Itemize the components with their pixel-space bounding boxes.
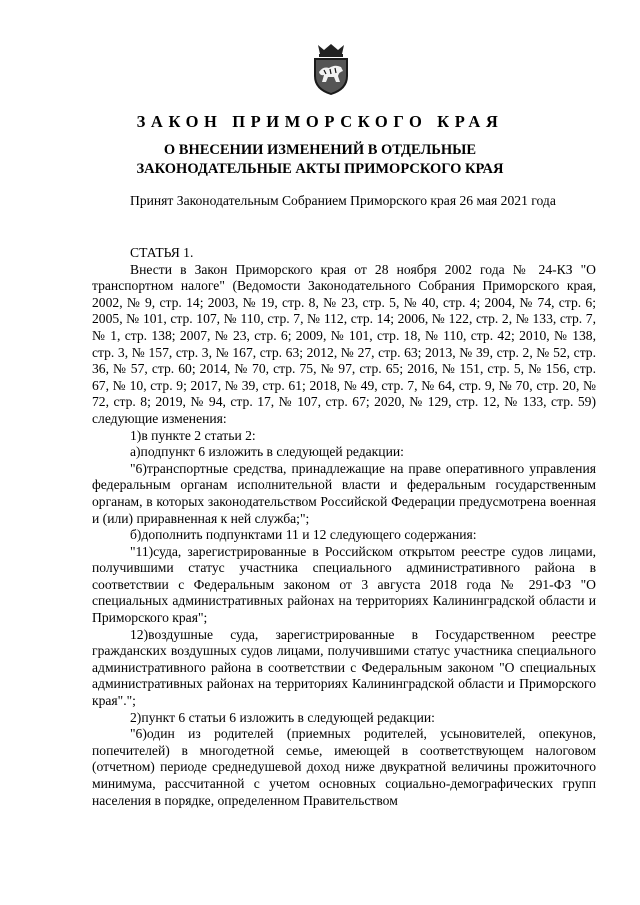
article-heading: СТАТЬЯ 1. — [130, 245, 194, 260]
article-paragraph: "6)транспортные средства, принадлежащие на праве оперативного управления федеральным органам исполнительной власти и федеральным государственным органам, в которых законодательством Российской Федерации предусмотрена военная и (или) приравненная к ней служба;"; — [92, 460, 596, 526]
article-paragraph: 1)в пункте 2 статьи 2: — [130, 427, 256, 443]
article-paragraph: а)подпункт 6 изложить в следующей редакции: — [130, 444, 404, 460]
article-paragraph: Внести в Закон Приморского края от 28 ноября 2002 года № 24-КЗ "О транспортном налоге" (Ведомости Законодательного Собрания Приморского края, 2002, № 9, стр. 14; 2003, № 19, стр. 8, № 23, стр. 5, № 40, стр. 4; 2004, № 74, стр. 6; 2005, № 101, стр. 107, № 110, стр. 7, № 112, стр. 14; 2006, № 122, стр. 2, № 133, стр. 7, № 1, стр. 138; 2007, № 23, стр. 6; 2009, № 101, стр. 18, № 110, стр. 42; 2010, № 138, стр. 3, № 157, стр. 3, № 167, стр. 63; 2012, № 27, стр. 63; 2013, № 39, стр. 2, № 52, стр. 36, № 57, стр. 60; 2014, № 70, стр. 75, № 97, стр. 65; 2016, № 151, стр. 5, № 156, стр. 67, № 10, стр. 9; 2017, № 39, стр. 61; 2018, № 49, стр. 7, № 64, стр. 9, № 70, стр. 20, № 72, стр. 8; 2019, № 94, стр. 17, № 107, стр. 67; 2020, № 129, стр. 12, № 133, стр. 59) следующие изменения: — [92, 261, 596, 426]
adoption-note — [92, 193, 596, 210]
law-subtitle — [0, 141, 640, 179]
adoption-text: Принят Законодательным Собранием Приморского края 26 мая 2021 года — [130, 193, 556, 208]
article-paragraph: б)дополнить подпунктами 11 и 12 следующего содержания: — [130, 527, 477, 543]
subtitle-line-1: О ВНЕСЕНИИ ИЗМЕНЕНИЙ В ОТДЕЛЬНЫЕ — [163, 142, 477, 158]
article-paragraph: 12)воздушные суда, зарегистрированные в Государственном реестре гражданских воздушных судов лицами, получившими статус участника специального административного района в соответствии с Федеральным законом "О специальных административных районах на территориях Калининградской области и Приморского края"."; — [92, 626, 596, 709]
law-title: ЗАКОН ПРИМОРСКОГО КРАЯ — [136, 112, 504, 131]
article-paragraph: 2)пункт 6 статьи 6 изложить в следующей редакции: — [130, 709, 435, 725]
article-paragraph: "11)суда, зарегистрированные в Российском открытом реестре судов лицами, получившими статус участника специального административного района в соответствии с Федеральным законом от 3 августа 2018 года № 291-ФЗ "О специальных административных районах на территориях Калининградской области и Приморского края"; — [92, 543, 596, 626]
primorsky-coat-of-arms-icon — [309, 42, 353, 96]
article-paragraph: "6)один из родителей (приемных родителей, усыновителей, опекунов, попечителей) в многодетной семье, имеющей в соответствующем налоговом (отчетном) периоде среднедушевой доход ниже двукратной величины прожиточного минимума, рассчитанной с учетом основных социально-демографических групп населения в порядке, определенном Правительством — [92, 726, 596, 808]
subtitle-line-2: ЗАКОНОДАТЕЛЬНЫЕ АКТЫ ПРИМОРСКОГО КРАЯ — [136, 161, 504, 177]
article-1 — [92, 245, 596, 809]
